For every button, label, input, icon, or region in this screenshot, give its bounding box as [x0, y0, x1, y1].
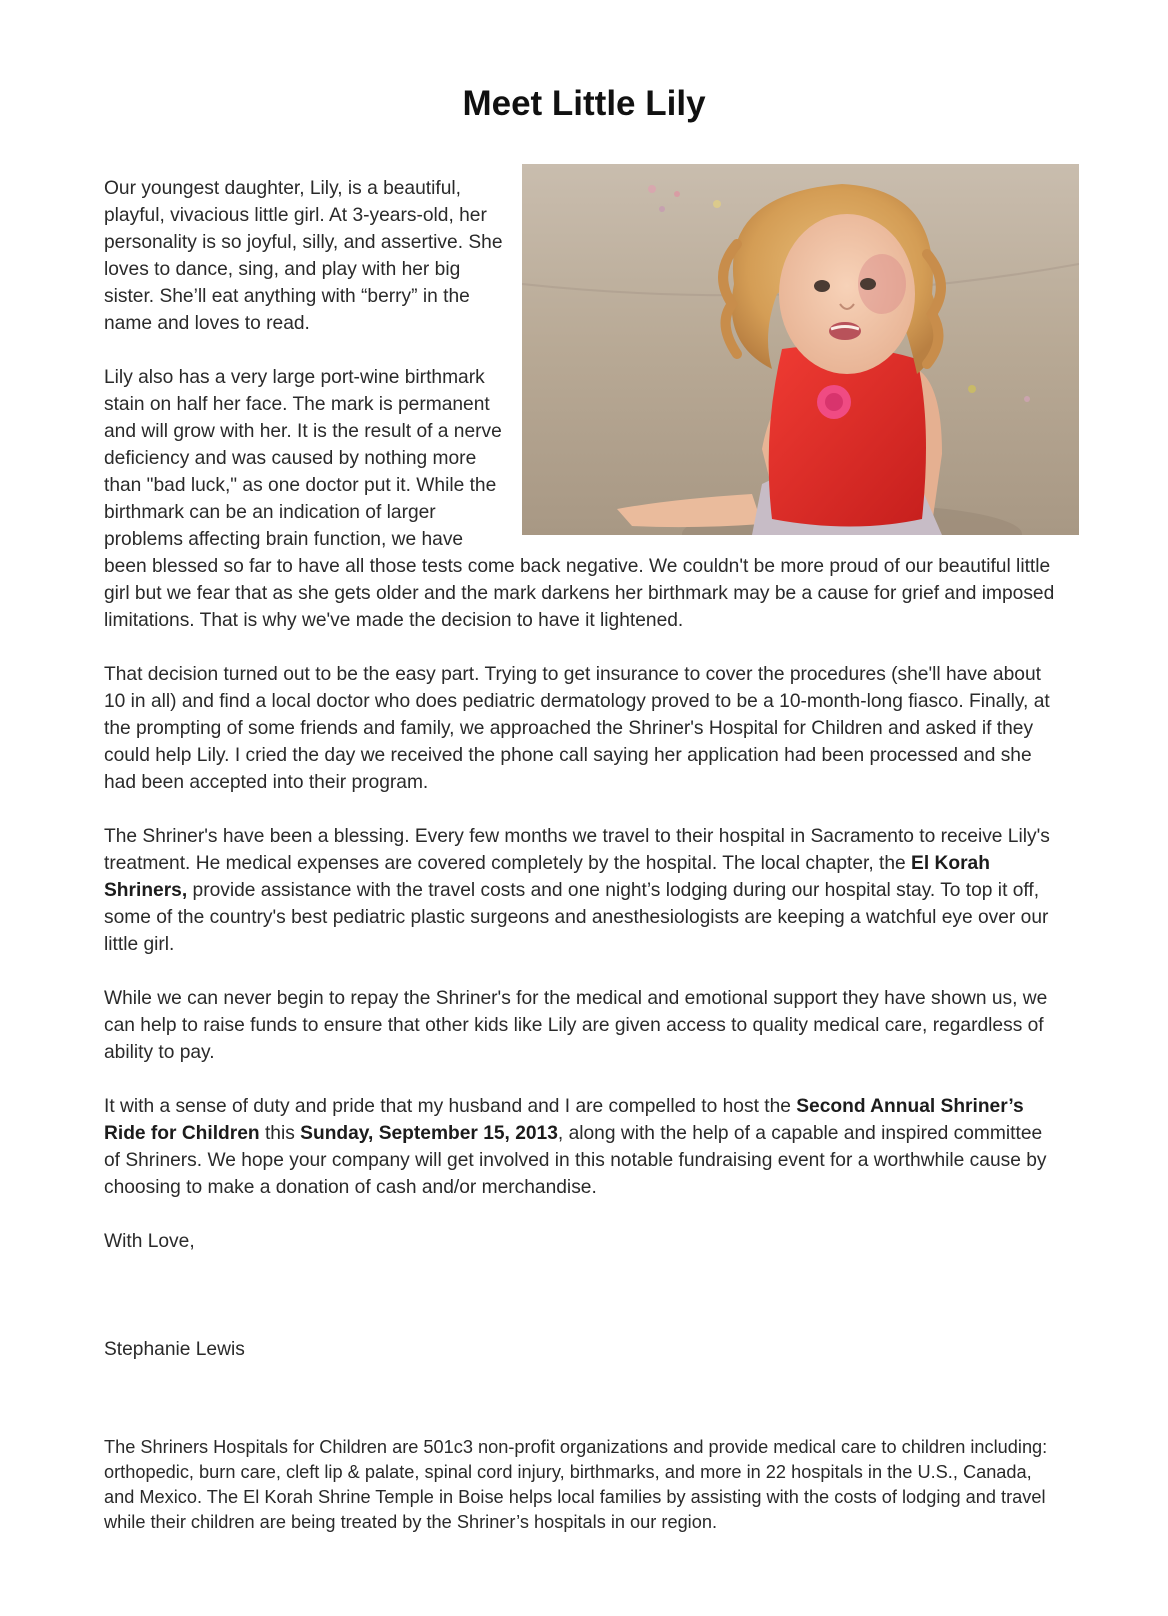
- closing: With Love,: [104, 1231, 195, 1252]
- paragraph-insurance: That decision turned out to be the easy part. Trying to get insurance to cover the procedures (she'll have about 10 in all) and find a local doctor who does pediatric dermatology proved to be a 10-month-long fiasco. Finally, at the prompting of some friends and family, we approached the Shriner's Hospital for Children and asked if they could help Lily. I cried the day we received the phone call saying her application had been processed and she had been accepted into their program.: [104, 664, 1050, 793]
- page-title: Meet Little Lily: [462, 84, 706, 123]
- lily-photo: [522, 164, 1079, 535]
- paragraph-birthmark: Lily also has a very large port-wine birthmark stain on half her face. The mark is permanent and will grow with her. It is the result of a nerve deficiency and was caused by nothing more than "bad luck," as one doctor put it. While the birthmark can be an indication of larger problems affecting brain function, we have been blessed so far to have all those tests come back negative. We couldn't be more proud of our beautiful little girl but we fear that as she gets older and the mark darkens her birthmark may be a cause for grief and imposed limitations. That is why we've made the decision to have it lightened.: [104, 367, 1055, 631]
- paragraph-intro: Our youngest daughter, Lily, is a beautiful, playful, vivacious little girl. At 3-years-old, her personality is so joyful, silly, and assertive. She loves to dance, sing, and play with her big sister. She’ll eat anything with “berry” in the name and loves to read.: [104, 178, 503, 334]
- paragraph-event-text-c: , along with the help of a capable and inspired committee of Shriners. We hope your company will get involved in this notable fundraising event for a worthwhile cause by choosing to make a donation of cash and/or merchandise.: [104, 1123, 1047, 1198]
- signature: Stephanie Lewis: [104, 1339, 245, 1360]
- paragraph-shriners-text-a: The Shriner's have been a blessing. Every few months we travel to their hospital in Sacramento to receive Lily's treatment. He medical expenses are covered completely by the hospital. The local chapter, the: [104, 826, 1050, 874]
- event-date-bold: Sunday, September 15, 2013: [300, 1123, 558, 1144]
- paragraph-shriners: [104, 823, 1059, 958]
- paragraph-event-text-a: It with a sense of duty and pride that my husband and I are compelled to host the: [104, 1096, 797, 1117]
- photo-illustration: [522, 164, 1079, 535]
- footer-note: The Shriners Hospitals for Children are 501c3 non-profit organizations and provide medical care to children including: orthopedic, burn care, cleft lip & palate, spinal cord injury, birthmarks, and more in 22 hospitals in the U.S., Canada, and Mexico. The El Korah Shrine Temple in Boise helps local families by assisting with the costs of lodging and travel while their children are being treated by the Shriner’s hospitals in our region.: [104, 1437, 1048, 1532]
- el-korah-shriners-bold: El Korah Shriners,: [104, 853, 990, 901]
- event-name-bold: Second Annual Shriner’s Ride for Children: [104, 1096, 1024, 1144]
- paragraph-shriners-text-b: provide assistance with the travel costs and one night’s lodging during our hospital stay. To top it off, some of the country's best pediatric plastic surgeons and anesthesiologists are keeping a watchful eye over our little girl.: [104, 880, 1049, 955]
- paragraph-event: [104, 1093, 1059, 1201]
- paragraph-event-text-b: this: [259, 1123, 301, 1144]
- paragraph-support: While we can never begin to repay the Shriner's for the medical and emotional support they have shown us, we can help to raise funds to ensure that other kids like Lily are given access to quality medical care, regardless of ability to pay.: [104, 988, 1048, 1063]
- mouth: [829, 322, 861, 340]
- letter-body: [104, 175, 1059, 1390]
